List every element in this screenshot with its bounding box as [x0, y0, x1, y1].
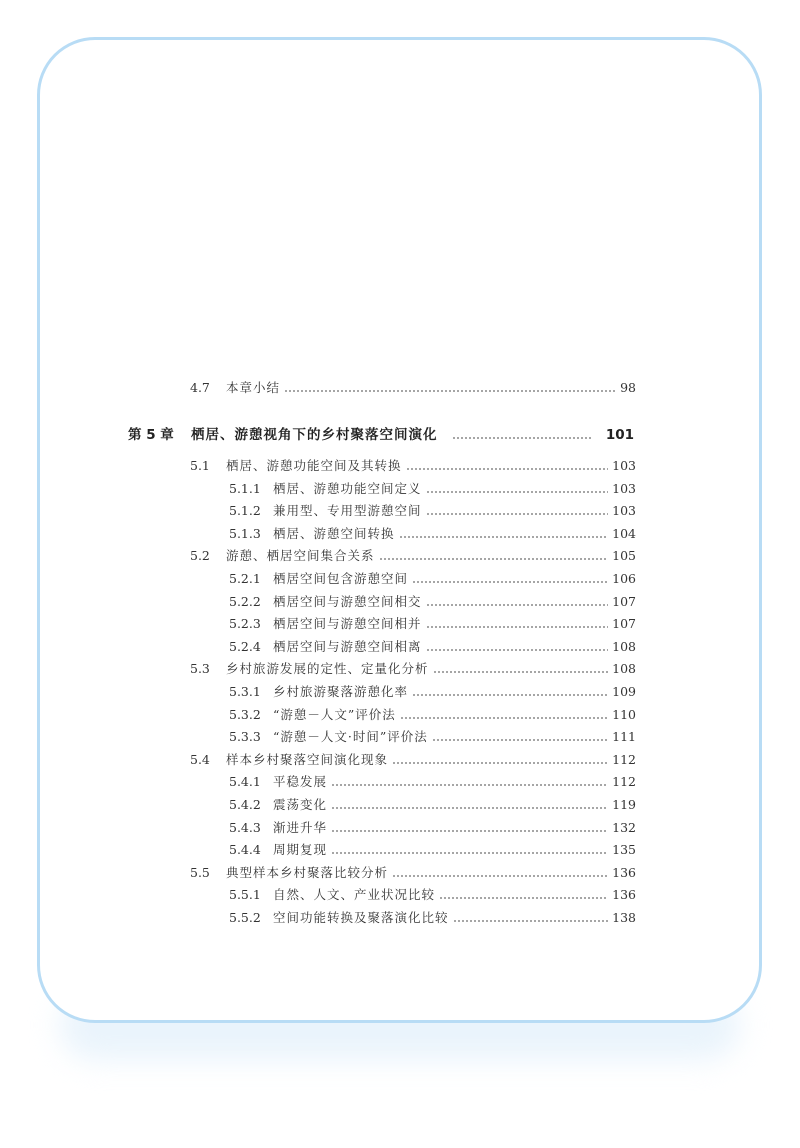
toc-entry[interactable] — [190, 750, 636, 770]
entry-page-number: 135 — [612, 842, 636, 858]
toc-entry[interactable] — [229, 727, 636, 747]
dot-leader — [412, 581, 608, 583]
dot-leader — [400, 717, 608, 719]
entry-title: 兼用型、专用型游憩空间 — [273, 503, 422, 519]
entry-number: 5.5.2 — [229, 910, 261, 925]
dot-leader — [331, 807, 608, 809]
entry-title: 游憩、栖居空间集合关系 — [226, 548, 375, 564]
dot-leader — [379, 558, 609, 560]
entry-title: 自然、人文、产业状况比较 — [273, 887, 436, 903]
entry-title: 栖居、游憩空间转换 — [273, 525, 395, 541]
entry-title: “游憩－人文·时间”评价法 — [273, 729, 428, 745]
entry-page-number: 105 — [612, 548, 636, 564]
entry-page-number: 107 — [612, 616, 636, 632]
entry-number: 5.2 — [190, 548, 210, 564]
entry-number: 5.2.1 — [229, 571, 261, 586]
entry-page-number: 106 — [612, 571, 636, 586]
entry-number: 第 5 章 — [128, 427, 174, 443]
dot-leader — [432, 739, 608, 741]
entry-page-number: 108 — [612, 661, 636, 677]
dot-leader — [284, 390, 616, 392]
toc-entry[interactable] — [229, 614, 636, 634]
entry-number: 5.3.1 — [229, 684, 261, 699]
entry-page-number: 132 — [612, 819, 636, 835]
entry-number: 5.3.2 — [229, 706, 261, 722]
toc-entry[interactable] — [229, 637, 636, 657]
entry-number: 5.5 — [190, 864, 210, 880]
toc-entry[interactable] — [229, 840, 636, 860]
entry-number: 5.2.3 — [229, 616, 261, 632]
entry-page-number: 103 — [612, 503, 636, 519]
entry-title: 栖居空间与游憩空间相并 — [273, 616, 422, 632]
dot-leader — [426, 626, 609, 628]
toc-entry[interactable] — [229, 501, 636, 521]
entry-number: 5.1.2 — [229, 503, 261, 519]
entry-title: 平稳发展 — [273, 774, 328, 790]
entry-number: 5.2.4 — [229, 638, 261, 654]
entry-title: 栖居、游憩功能空间及其转换 — [226, 458, 402, 473]
entry-title: 栖居空间包含游憩空间 — [273, 571, 409, 586]
toc-entry[interactable] — [229, 592, 636, 612]
entry-title: 空间功能转换及聚落演化比较 — [273, 910, 449, 925]
entry-title: 栖居、游憩功能空间定义 — [273, 480, 422, 496]
toc-entry[interactable] — [128, 425, 634, 445]
dot-leader — [453, 920, 609, 922]
dot-leader — [426, 604, 609, 606]
dot-leader — [426, 513, 609, 515]
toc-entry[interactable] — [190, 456, 636, 476]
dot-leader — [331, 852, 608, 854]
toc-entry[interactable] — [229, 479, 636, 499]
toc-entry[interactable] — [229, 885, 636, 905]
entry-page-number: 98 — [620, 380, 636, 395]
entry-number: 5.5.1 — [229, 887, 261, 903]
toc-entry[interactable] — [229, 908, 636, 928]
entry-number: 5.2.2 — [229, 593, 261, 609]
entry-number: 5.4.1 — [229, 774, 261, 790]
entry-title: “游憩－人文”评价法 — [273, 706, 396, 722]
entry-title: 本章小结 — [226, 380, 281, 395]
dot-leader — [392, 875, 608, 877]
toc-entry[interactable] — [229, 682, 636, 702]
dot-leader — [452, 437, 592, 439]
entry-page-number: 108 — [612, 638, 636, 654]
dot-leader — [331, 830, 608, 832]
toc-entry[interactable] — [229, 795, 636, 815]
dot-leader — [426, 649, 609, 651]
entry-title: 样本乡村聚落空间演化现象 — [226, 751, 389, 767]
entry-page-number: 101 — [605, 427, 634, 443]
entry-title: 栖居空间与游憩空间相离 — [273, 638, 422, 654]
entry-number: 4.7 — [190, 380, 210, 395]
dot-leader — [406, 468, 609, 470]
entry-number: 5.1.1 — [229, 480, 261, 496]
entry-title: 周期复现 — [273, 842, 328, 858]
entry-page-number: 107 — [612, 593, 636, 609]
entry-title: 乡村旅游发展的定性、定量化分析 — [226, 661, 429, 677]
entry-page-number: 138 — [612, 910, 636, 925]
entry-number: 5.4.4 — [229, 842, 261, 858]
entry-page-number: 104 — [612, 525, 636, 541]
entry-page-number: 103 — [612, 480, 636, 496]
entry-page-number: 109 — [612, 684, 636, 699]
dot-leader — [433, 671, 609, 673]
entry-page-number: 119 — [612, 797, 636, 812]
entry-title: 震荡变化 — [273, 797, 328, 812]
entry-page-number: 111 — [612, 729, 636, 745]
dot-leader — [392, 762, 608, 764]
entry-number: 5.3 — [190, 661, 210, 677]
entry-title: 栖居、游憩视角下的乡村聚落空间演化 — [191, 427, 438, 443]
toc-entry[interactable] — [229, 524, 636, 544]
entry-title: 栖居空间与游憩空间相交 — [273, 593, 422, 609]
entry-title: 渐进升华 — [273, 819, 328, 835]
entry-title: 乡村旅游聚落游憩化率 — [273, 684, 409, 699]
entry-page-number: 103 — [612, 458, 636, 473]
entry-number: 5.1 — [190, 458, 210, 473]
toc-entry[interactable] — [190, 863, 636, 883]
toc-entry[interactable] — [229, 705, 636, 725]
toc-entry[interactable] — [229, 772, 636, 792]
dot-leader — [412, 694, 608, 696]
dot-leader — [331, 784, 608, 786]
entry-number: 5.4 — [190, 751, 210, 767]
entry-page-number: 136 — [612, 864, 636, 880]
toc-entry[interactable] — [190, 546, 636, 566]
entry-page-number: 110 — [612, 706, 636, 722]
toc-entry[interactable] — [229, 818, 636, 838]
dot-leader — [399, 536, 609, 538]
entry-page-number: 112 — [612, 774, 636, 790]
toc-entry[interactable] — [229, 569, 636, 589]
entry-number: 5.4.3 — [229, 819, 261, 835]
entry-title: 典型样本乡村聚落比较分析 — [226, 864, 389, 880]
entry-number: 5.3.3 — [229, 729, 261, 745]
entry-page-number: 136 — [612, 887, 636, 903]
dot-leader — [439, 897, 608, 899]
dot-leader — [426, 491, 609, 493]
entry-page-number: 112 — [612, 751, 636, 767]
entry-number: 5.4.2 — [229, 797, 261, 812]
entry-number: 5.1.3 — [229, 525, 261, 541]
toc-entry[interactable] — [190, 659, 636, 679]
toc-entry[interactable] — [190, 378, 636, 398]
